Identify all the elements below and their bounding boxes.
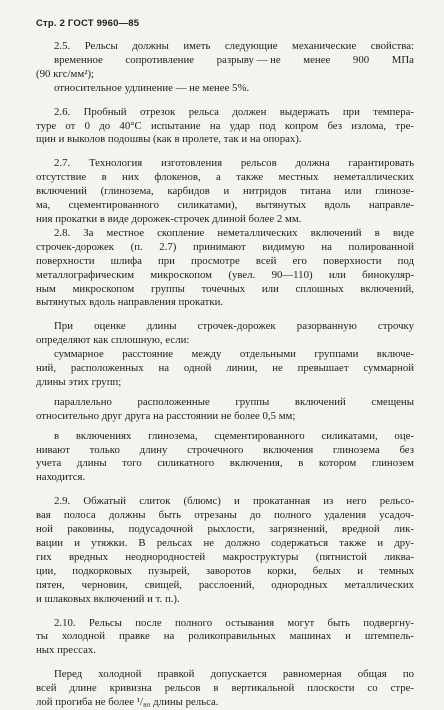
paragraph-evaluation [36,320,414,348]
word: МПа [391,53,414,66]
word: разрыву — не [216,53,281,66]
word: временное [54,53,103,66]
text-line: ма, сцементированного силикатами), вытянутых вдоль направле- [36,199,414,212]
document-body [36,40,414,710]
word: сопротивление [125,53,195,66]
paragraph-2-9 [36,495,414,606]
word: параллельно [54,395,112,408]
paragraph-2-10 [36,617,414,659]
text-line: 2.8. За местное скопление неметаллических включений в виде [54,226,414,239]
paragraph-sum-distance [36,348,414,390]
text-line: При оценке длины строчек-дорожек разорванную строчку [54,320,414,333]
word: менее [303,53,331,66]
text-line: 2.10. Рельсы после полного остывания могут быть подвергну- [54,616,414,629]
text-line [36,54,414,68]
text-line: вытянутых вдоль направления прокатки. [36,296,224,309]
text-line: всей длине кривизна рельсов в вертикальной плоскости со стре- [36,682,414,695]
text-line: и шлаковых включений и т. п.). [36,592,180,605]
text-line: суммарное расстояние между отдельными группами включе- [54,348,414,361]
word: включений [294,395,346,408]
text-line: вации и утяжки. В рельсах не должно содержаться также и дру- [36,537,414,549]
text-line: Перед холодной правкой допускается равномерная общая по [54,668,414,681]
text-line: лой прогиба не более ¹/₈₀ длины рельса. [36,696,219,709]
word: смещены [371,395,414,408]
text-line: относительно друг друга на расстоянии не более 0,5 мм; [36,409,296,422]
word: расположенные [137,395,210,408]
text-line: ния прокатки в виде дорожек-строчек длиной более 2 мм. [36,212,302,225]
text-line: длины этих групп; [36,375,122,388]
paragraph-alumina-inclusions [36,430,414,486]
text-line: (90 кгс/мм²); [36,67,95,80]
text-line: относительное удлинение — не менее 5%. [54,81,250,94]
paragraph-parallel-groups [36,396,414,424]
text-line: 2.7. Технология изготовления рельсов должна гарантировать [54,157,414,170]
text-line: гих вредных неоднородностей макроструктуры (пятнистой ликва- [36,550,414,563]
text-line: учета длины того силикатного включения, в котором глинозем [36,457,414,470]
text-line: ний, расположенных на одной линии, не превышает суммарной [36,362,414,375]
paragraph-cold-straightening [36,668,414,710]
paragraph-2-5 [36,40,414,96]
paragraph-2-7 [36,157,414,227]
text-line: ных прессах. [36,644,96,657]
text-line: ным микроскопом группы точечных или сплошных включений, [36,282,414,295]
paragraph-2-8 [36,227,414,310]
text-line: строчек-дорожек (п. 2.7) принимают видимую на полированной [36,240,414,253]
text-line [36,396,414,410]
text-line: пятен, черновин, свищей, расслоений, однородных металлических [36,578,414,591]
text-line: 2.9. Обжатый слиток (блюмс) и прокатанная из него рельсо- [54,495,414,508]
text-line: ции, подкорковых пузырей, заворотов корки, белых и темных [36,564,414,577]
text-line: отсутствие в них флокенов, а также местных неметаллических [36,171,414,184]
text-line: щин и выколов подошвы (как в пролете, так и на опорах). [36,133,302,146]
text-line: нивают только длину строчечного включения глинозема без [36,443,414,456]
text-line: в включениях глинозема, сцементированного силикатами, оце- [54,429,414,442]
word: 900 [352,53,370,66]
text-line: туре от 0 до 40°С испытание на удар под копром без излома, тре- [36,119,414,132]
text-line: металлографическим микроскопом (увел. 90—110) или бинокуляр- [36,268,414,281]
text-line: включений (глинозема, карбидов и нитридов титана или глинозе- [36,185,414,198]
text-line: 2.6. Пробный отрезок рельса должен выдержать при темпера- [54,105,414,118]
text-line: вая полоса должны быть отрезаны до полного удаления усадоч- [36,509,414,522]
text-line: поверхности шлифа при просмотре всей его поверхности под [36,254,414,267]
text-line: ты холодной правке на роликоправильных машинах и штемпель- [36,630,414,643]
text-line: 2.5. Рельсы должны иметь следующие механические свойства: [54,40,414,52]
paragraph-2-6 [36,106,414,148]
text-line: находится. [36,471,86,484]
page-header: Стр. 2 ГОСТ 9960—85 [36,18,140,29]
text-line: ной раковины, подусадочной рыхлости, загрязнений, вредной лик- [36,523,414,536]
word: группы [235,395,270,408]
text-line: определяют как сплошную, если: [36,334,190,347]
